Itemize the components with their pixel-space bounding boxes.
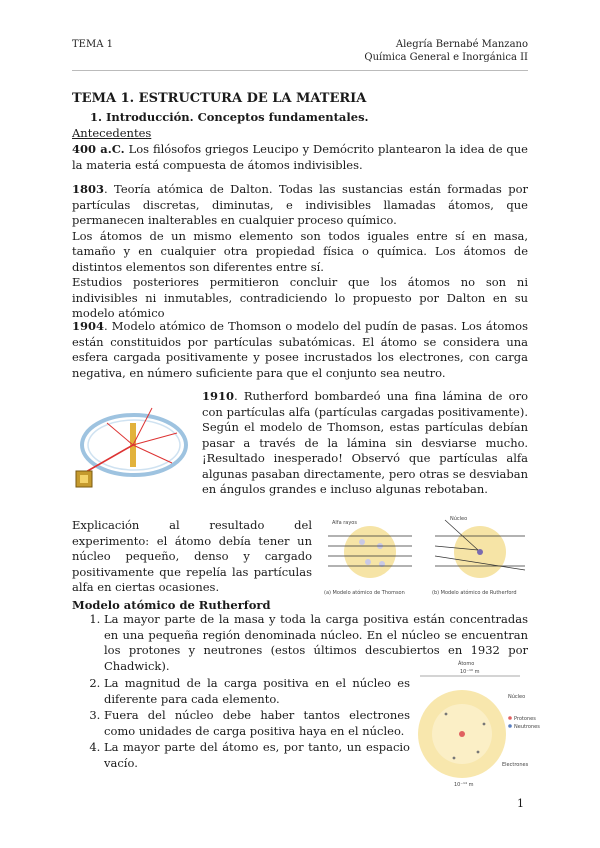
- text-1803-b: Los átomos de un mismo elemento son todos iguales entre sí en masa, tamaño y en cualquier otra propiedad física o química. Los átomos de distintos elementos son diferentes entre sí.: [72, 228, 528, 274]
- thomson-vs-rutherford-figure: [320, 512, 530, 598]
- neutron-legend-dot: [508, 724, 512, 728]
- list-item: [104, 740, 410, 771]
- nucleus-label: Núcleo: [450, 516, 468, 522]
- paragraph-1803: [72, 182, 528, 322]
- rutherford-postulates-cont: [72, 676, 410, 772]
- atom-size: 10⁻¹⁰ m: [460, 669, 480, 675]
- deflected-ray: [133, 445, 172, 463]
- electron: [445, 713, 448, 716]
- section-heading: 1. Introducción. Conceptos fundamentales.: [90, 110, 369, 124]
- list-item-text-3: Fuera del núcleo debe haber tantos electrones como unidades de carga positiva haya en el núcleo.: [104, 708, 410, 738]
- nucleus-size: 10⁻¹⁴ m: [454, 782, 474, 788]
- label-thomson: (a) Modelo atómico de Thomson: [324, 590, 405, 596]
- alpha-beam: [84, 445, 133, 473]
- nucleus-label: Núcleo: [508, 694, 526, 700]
- header-rule: [72, 70, 528, 71]
- paragraph-explicacion: Explicación al resultado del experimento: el átomo debía tener un núcleo pequeño, denso y cargado positivamente que repelía las partículas alfa en ciertas ocasiones.: [72, 518, 312, 594]
- list-item: [104, 676, 410, 707]
- text-1803-c: Estudios posteriores permitieron concluir que los átomos no son ni indivisibles ni inmutables, contradiciendo lo propuesto por Dalton en su modelo atómico: [72, 275, 528, 320]
- electron: [365, 559, 371, 565]
- year-400ac: 400 a.C.: [72, 142, 125, 156]
- alpha-source-core: [80, 475, 88, 483]
- antecedentes-heading: Antecedentes: [72, 126, 152, 140]
- electron: [359, 539, 365, 545]
- deflected-ray: [133, 433, 177, 445]
- atom-label: Átomo: [458, 661, 475, 667]
- deflected-ray: [107, 423, 133, 445]
- electron: [483, 723, 486, 726]
- rutherford-list-cont: [72, 676, 410, 771]
- paragraph-400ac: [72, 142, 528, 173]
- page-title: TEMA 1. ESTRUCTURA DE LA MATERIA: [72, 91, 367, 106]
- year-1904: 1904: [72, 319, 105, 333]
- gold-foil-experiment-figure: [72, 393, 190, 493]
- atom-structure-figure: [414, 656, 540, 790]
- electrons-label: Electrones: [502, 762, 529, 768]
- paragraph-1904: [72, 319, 528, 381]
- label-rutherford: (b) Modelo atómico de Rutherford: [432, 590, 517, 596]
- nucleus: [459, 731, 465, 737]
- electron: [453, 757, 456, 760]
- year-1803: 1803: [72, 182, 105, 196]
- page-number: 1: [517, 797, 524, 810]
- proton-legend: Protones: [514, 716, 536, 722]
- list-item: [104, 708, 410, 739]
- proton-legend-dot: [508, 716, 512, 720]
- alpha-label: Alfa rayos: [332, 520, 357, 526]
- header-course: Química General e Inorgánica II: [364, 52, 528, 63]
- paragraph-1910: [202, 389, 528, 498]
- list-item-text-2: La magnitud de la carga positiva en el núcleo es diferente para cada elemento.: [104, 676, 410, 706]
- header-chapter: TEMA 1: [72, 39, 113, 50]
- list-item-text-1: 1. La mayor parte de la masa y toda la carga positiva están concentradas en una pequeña región denominada núcleo. En el núcleo se encuentran los protones y neutrones (estos últimos descubiertos en 1932 por Chadwick).: [104, 612, 528, 673]
- thomson-atom: [344, 526, 396, 578]
- list-item-text-4: La mayor parte del átomo es, por tanto, un espacio vacío.: [104, 740, 410, 770]
- text-400ac: Los filósofos griegos Leucipo y Demócrito plantearon la idea de que la materia está compuesta de átomos indivisibles.: [72, 142, 528, 172]
- neutron-legend: Neutrones: [514, 724, 540, 730]
- year-1910: 1910: [202, 389, 235, 403]
- text-1910: . Rutherford bombardeó una fina lámina de oro con partículas alfa (partículas cargadas positivamente). Según el modelo de Thomson, estas partículas debían pasar a través de la lámina sin desviarse mucho. ¡Resultado inesperado! Observó que partículas alfa algunas pasaban directamente, pero otras se desviaban en ángulos grandes e incluso algunas rebotaban.: [202, 389, 528, 496]
- header-author: Alegría Bernabé Manzano: [395, 39, 528, 50]
- electron: [477, 751, 480, 754]
- text-1904: . Modelo atómico de Thomson o modelo del pudín de pasas. Los átomos están constituidos por partículas subatómicas. El átomo se considera una esfera cargada positivamente y posee incrustados los electrones, con carga negativa, en número suficiente para que el conjunto sea neutro.: [72, 319, 528, 380]
- text-1803-a: . Teoría atómica de Dalton. Todas las sustancias están formadas por partículas discretas, diminutas, e indivisibles llamadas átomos, que permanecen inalterables en cualquier proceso químico.: [72, 182, 528, 227]
- rutherford-heading: Modelo atómico de Rutherford: [72, 598, 271, 612]
